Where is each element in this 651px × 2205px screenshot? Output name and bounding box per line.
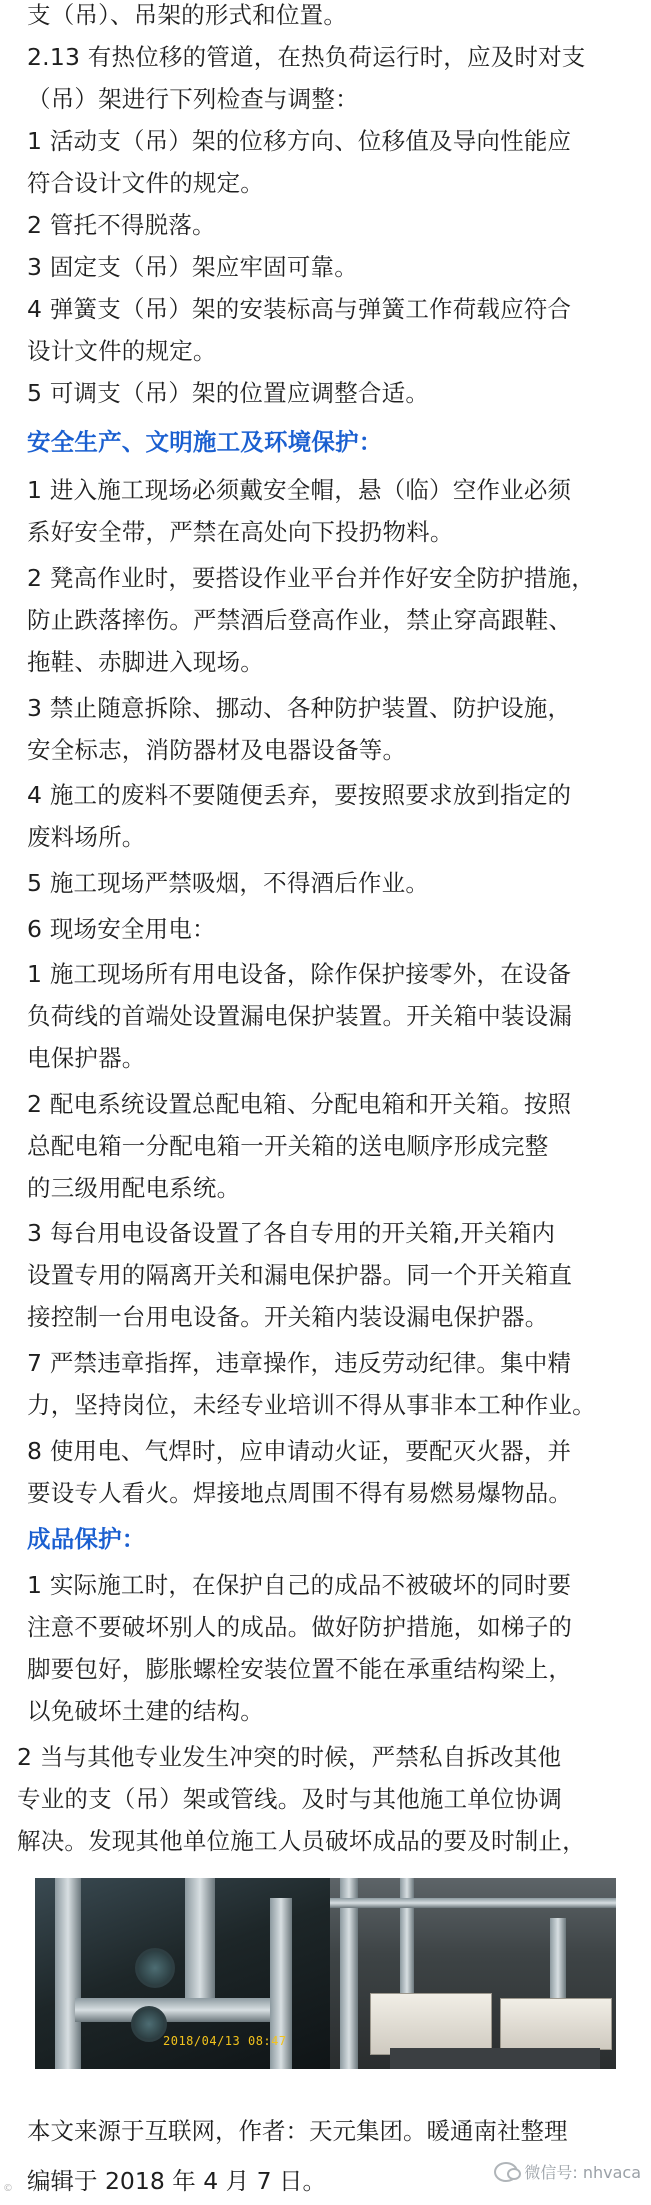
text-line: 防止跌落摔伤。严禁酒后登高作业，禁止穿高跟鞋、 <box>27 606 573 634</box>
photo-pipe-valves <box>35 1878 330 2069</box>
text-line: 负荷线的首端处设置漏电保护装置。开关箱中装设漏 <box>27 1002 573 1030</box>
text-line: 设置专用的隔离开关和漏电保护器。同一个开关箱直 <box>27 1261 573 1289</box>
wechat-icon <box>494 2162 518 2182</box>
text-line: 废料场所。 <box>27 823 146 851</box>
wechat-watermark <box>494 2160 641 2183</box>
site-photos <box>35 1878 616 2069</box>
text-line: 2.13 有热位移的管道，在热负荷运行时，应及时对支 <box>27 43 586 71</box>
text-line: 3 固定支（吊）架应牢固可靠。 <box>27 253 358 281</box>
text-line: 系好安全带，严禁在高处向下投扔物料。 <box>27 518 454 546</box>
text-line: 4 施工的废料不要随便丢弃，要按照要求放到指定的 <box>27 781 572 809</box>
footer-source: 本文来源于互联网，作者：天元集团。暖通南社整理 <box>27 2117 568 2145</box>
text-line: 2 管托不得脱落。 <box>27 211 216 239</box>
text-line: 1 实际施工时，在保护自己的成品不被破坏的同时要 <box>27 1571 572 1599</box>
footer-date: 编辑于 2018 年 4 月 7 日。 <box>27 2167 327 2195</box>
text-line: 2 配电系统设置总配电箱、分配电箱和开关箱。按照 <box>27 1090 572 1118</box>
corner-mark: © <box>3 2183 13 2194</box>
text-line: 总配电箱一分配电箱一开关箱的送电顺序形成完整 <box>27 1132 549 1160</box>
text-line: （吊）架进行下列检查与调整： <box>27 85 359 113</box>
text-line: 8 使用电、气焊时，应申请动火证，要配灭火器，并 <box>27 1437 572 1465</box>
text-line: 2 凳高作业时，要搭设作业平台并作好安全防护措施， <box>27 564 595 592</box>
text-line: 4 弹簧支（吊）架的安装标高与弹簧工作荷载应符合 <box>27 295 572 323</box>
text-line: 3 禁止随意拆除、挪动、各种防护装置、防护设施， <box>27 694 572 722</box>
text-line: 的三级用配电系统。 <box>27 1174 241 1202</box>
text-line: 6 现场安全用电： <box>27 915 216 943</box>
text-line: 安全标志，消防器材及电器设备等。 <box>27 736 407 764</box>
section-heading-product-protection: 成品保护： <box>27 1525 146 1553</box>
text-line: 1 施工现场所有用电设备，除作保护接零外，在设备 <box>27 960 572 988</box>
photo-timestamp: 2018/04/13 08:47 <box>163 2034 287 2048</box>
text-line: 1 进入施工现场必须戴安全帽，悬（临）空作业必须 <box>27 476 572 504</box>
text-line: 7 严禁违章指挥，违章操作，违反劳动纪律。集中精 <box>27 1349 572 1377</box>
text-line: 2 当与其他专业发生冲突的时候，严禁私自拆改其他 <box>17 1743 562 1771</box>
text-line: 支（吊）、吊架的形式和位置。 <box>27 1 348 29</box>
text-line: 脚要包好，膨胀螺栓安装位置不能在承重结构梁上， <box>27 1655 573 1683</box>
text-line: 注意不要破坏别人的成品。做好防护措施，如梯子的 <box>27 1613 573 1641</box>
text-line: 1 活动支（吊）架的位移方向、位移值及导向性能应 <box>27 127 572 155</box>
photo-chiller-units <box>330 1878 616 2069</box>
text-line: 以免破坏土建的结构。 <box>27 1697 264 1725</box>
text-line: 专业的支（吊）架或管线。及时与其他施工单位协调 <box>17 1785 563 1813</box>
section-heading-safety: 安全生产、文明施工及环境保护： <box>27 428 383 456</box>
text-line: 力，坚持岗位，未经专业培训不得从事非本工种作业。 <box>27 1391 596 1419</box>
text-line: 解决。发现其他单位施工人员破坏成品的要及时制止， <box>17 1827 586 1855</box>
text-line: 电保护器。 <box>27 1044 146 1072</box>
watermark-text: 微信号: nhvaca <box>524 2163 641 2182</box>
text-line: 拖鞋、赤脚进入现场。 <box>27 648 264 676</box>
text-line: 符合设计文件的规定。 <box>27 169 264 197</box>
text-line: 接控制一台用电设备。开关箱内装设漏电保护器。 <box>27 1303 549 1331</box>
text-line: 要设专人看火。焊接地点周围不得有易燃易爆物品。 <box>27 1479 573 1507</box>
text-line: 5 施工现场严禁吸烟，不得酒后作业。 <box>27 869 430 897</box>
text-line: 3 每台用电设备设置了各自专用的开关箱,开关箱内 <box>27 1219 556 1247</box>
text-line: 5 可调支（吊）架的位置应调整合适。 <box>27 379 430 407</box>
text-line: 设计文件的规定。 <box>27 337 217 365</box>
